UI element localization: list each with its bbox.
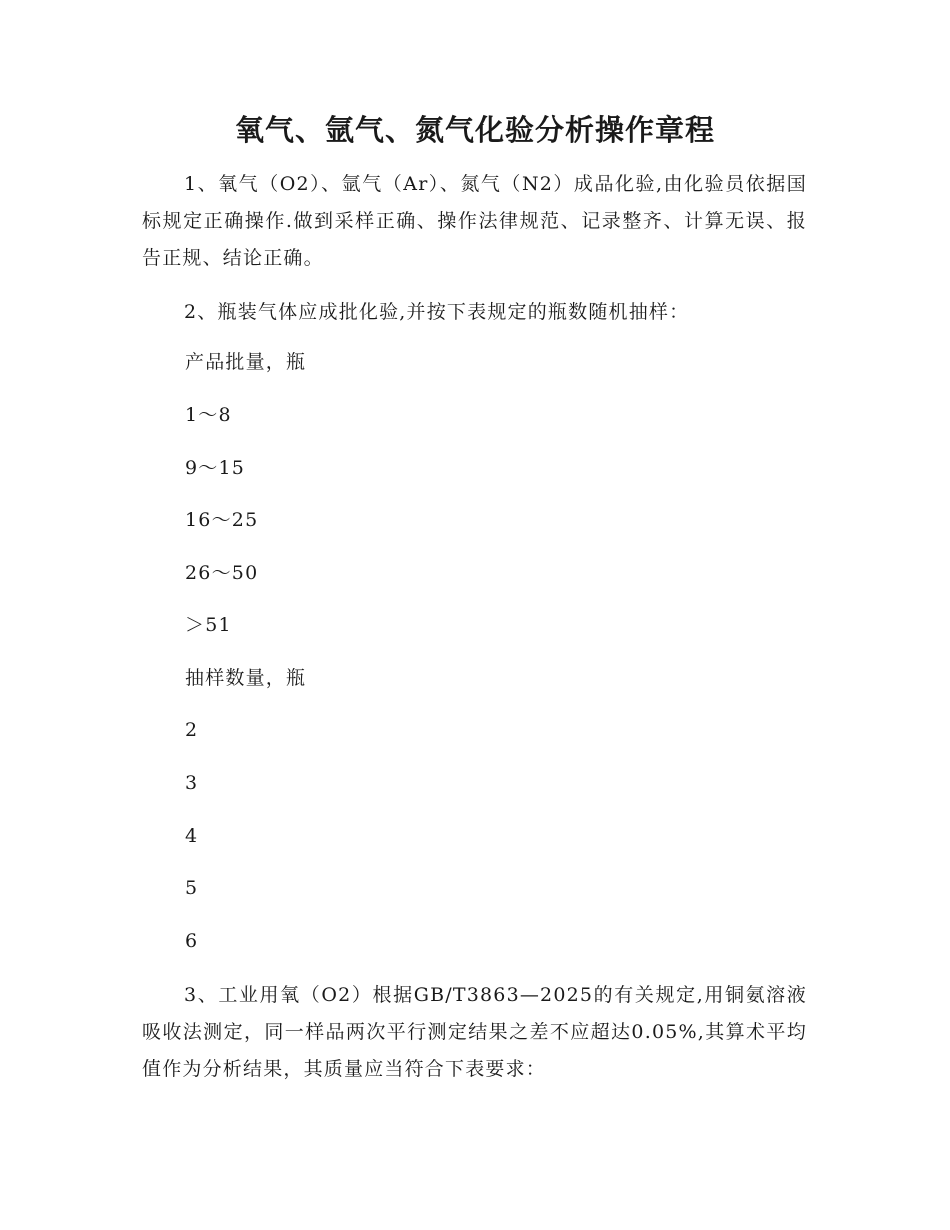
- sample-count-header: 抽样数量，瓶: [185, 667, 307, 689]
- paragraph-2: 2、瓶装气体应成批化验,并按下表规定的瓶数随机抽样：: [184, 301, 690, 323]
- batch-size-header: 产品批量，瓶: [185, 351, 307, 373]
- batch-size-value: 16～25: [185, 509, 259, 531]
- sample-count-value: 3: [185, 772, 199, 794]
- paragraph-3: 3、工业用氧（O2）根据GB/T3863—2025的有关规定,用铜氨溶液吸收法测定，同一样品两次平行测定结果之差不应超达0.05%,其算术平均值作为分析结果，其质量应当符合下表要求：: [142, 984, 807, 1080]
- sample-count-value: 4: [185, 825, 199, 847]
- batch-size-value: 1～8: [185, 404, 232, 426]
- document-title: 氧气、氩气、氮气化验分析操作章程: [234, 113, 715, 147]
- sample-count-value: 6: [185, 930, 199, 952]
- batch-size-value: ＞51: [185, 614, 232, 636]
- batch-size-value: 26～50: [185, 562, 259, 584]
- sample-count-value: 2: [185, 719, 199, 741]
- sample-count-value: 5: [185, 877, 199, 899]
- batch-size-value: 9～15: [185, 457, 246, 479]
- paragraph-1: 1、氧气（O2）、氩气（Ar）、氮气（N2）成品化验,由化验员依据国标规定正确操作.做到采样正确、操作法律规范、记录整齐、计算无误、报告正规、结论正确。: [142, 173, 807, 269]
